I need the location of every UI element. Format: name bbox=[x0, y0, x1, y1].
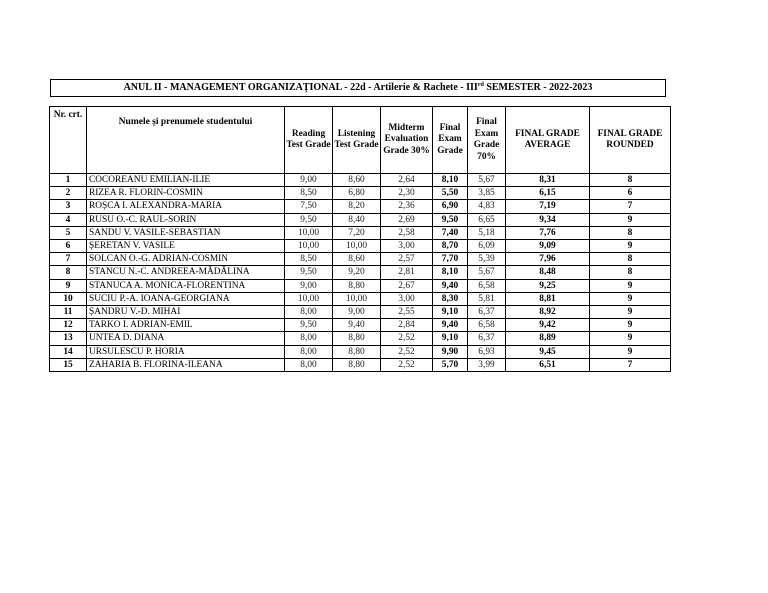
cell-final-exam-70: 6,58 bbox=[468, 319, 506, 332]
table-row bbox=[50, 292, 671, 305]
cell-final-rounded: 7 bbox=[590, 200, 671, 213]
cell-listening: 9,00 bbox=[333, 306, 381, 319]
cell-name: ZAHARIA B. FLORINA-ILEANA bbox=[87, 358, 285, 371]
cell-nr: 11 bbox=[50, 306, 87, 319]
cell-reading: 8,00 bbox=[285, 345, 333, 358]
cell-nr: 2 bbox=[50, 187, 87, 200]
table-row bbox=[50, 213, 671, 226]
cell-name: STANUCA A. MONICA-FLORENTINA bbox=[87, 279, 285, 292]
cell-nr: 7 bbox=[50, 253, 87, 266]
cell-nr: 4 bbox=[50, 213, 87, 226]
cell-listening: 9,40 bbox=[333, 319, 381, 332]
cell-final-exam-70: 5,67 bbox=[468, 174, 506, 187]
cell-midterm: 2,30 bbox=[381, 187, 433, 200]
table-header bbox=[50, 107, 671, 174]
cell-reading: 8,00 bbox=[285, 332, 333, 345]
cell-final-average: 8,92 bbox=[506, 306, 590, 319]
header-final-exam-70: Final Exam Grade 70% bbox=[468, 107, 506, 174]
cell-final-exam: 8,10 bbox=[433, 266, 468, 279]
cell-final-average: 8,89 bbox=[506, 332, 590, 345]
cell-final-exam: 9,10 bbox=[433, 332, 468, 345]
cell-reading: 10,00 bbox=[285, 240, 333, 253]
cell-final-exam-70: 6,58 bbox=[468, 279, 506, 292]
cell-listening: 8,60 bbox=[333, 253, 381, 266]
cell-midterm: 2,55 bbox=[381, 306, 433, 319]
cell-final-exam: 5,50 bbox=[433, 187, 468, 200]
header-nr: Nr. crt. bbox=[50, 107, 87, 174]
cell-listening: 10,00 bbox=[333, 240, 381, 253]
cell-nr: 14 bbox=[50, 345, 87, 358]
header-final-average: FINAL GRADE AVERAGE bbox=[506, 107, 590, 174]
header-row bbox=[50, 107, 671, 174]
cell-final-average: 7,76 bbox=[506, 226, 590, 239]
table-row bbox=[50, 200, 671, 213]
cell-final-rounded: 9 bbox=[590, 345, 671, 358]
cell-final-exam-70: 6,09 bbox=[468, 240, 506, 253]
cell-listening: 8,40 bbox=[333, 213, 381, 226]
cell-listening: 7,20 bbox=[333, 226, 381, 239]
cell-final-rounded: 9 bbox=[590, 319, 671, 332]
cell-final-exam-70: 5,67 bbox=[468, 266, 506, 279]
table-row bbox=[50, 279, 671, 292]
cell-name: SANDU V. VASILE-SEBASTIAN bbox=[87, 226, 285, 239]
cell-listening: 8,60 bbox=[333, 174, 381, 187]
cell-midterm: 3,00 bbox=[381, 292, 433, 305]
cell-final-average: 7,96 bbox=[506, 253, 590, 266]
cell-reading: 8,50 bbox=[285, 187, 333, 200]
cell-final-rounded: 8 bbox=[590, 174, 671, 187]
cell-final-rounded: 9 bbox=[590, 240, 671, 253]
cell-nr: 15 bbox=[50, 358, 87, 371]
cell-name: ROȘCA I. ALEXANDRA-MARIA bbox=[87, 200, 285, 213]
cell-midterm: 2,58 bbox=[381, 226, 433, 239]
table-row bbox=[50, 319, 671, 332]
header-name: Numele și prenumele studentului bbox=[87, 107, 285, 174]
header-final-exam: Final Exam Grade bbox=[433, 107, 468, 174]
cell-final-exam: 9,90 bbox=[433, 345, 468, 358]
grades-table bbox=[49, 106, 671, 372]
cell-reading: 9,50 bbox=[285, 266, 333, 279]
cell-name: URSULESCU P. HORIA bbox=[87, 345, 285, 358]
cell-final-exam-70: 3,85 bbox=[468, 187, 506, 200]
title-main: ANUL II - MANAGEMENT ORGANIZAȚIONAL - 22d - Artilerie & Rachete - III bbox=[123, 82, 478, 93]
cell-listening: 10,00 bbox=[333, 292, 381, 305]
cell-listening: 6,80 bbox=[333, 187, 381, 200]
cell-final-exam-70: 6,93 bbox=[468, 345, 506, 358]
cell-name: SUCIU P.-A. IOANA-GEORGIANA bbox=[87, 292, 285, 305]
cell-final-exam: 5,70 bbox=[433, 358, 468, 371]
table-row bbox=[50, 345, 671, 358]
cell-reading: 9,00 bbox=[285, 174, 333, 187]
cell-final-exam: 7,70 bbox=[433, 253, 468, 266]
cell-final-rounded: 9 bbox=[590, 213, 671, 226]
cell-name: ȘERETAN V. VASILE bbox=[87, 240, 285, 253]
cell-final-average: 7,19 bbox=[506, 200, 590, 213]
header-final-rounded: FINAL GRADE ROUNDED bbox=[590, 107, 671, 174]
table-body bbox=[50, 174, 671, 372]
cell-midterm: 2,57 bbox=[381, 253, 433, 266]
cell-nr: 9 bbox=[50, 279, 87, 292]
table-row bbox=[50, 253, 671, 266]
table-row bbox=[50, 174, 671, 187]
cell-midterm: 2,36 bbox=[381, 200, 433, 213]
cell-reading: 8,00 bbox=[285, 358, 333, 371]
cell-nr: 8 bbox=[50, 266, 87, 279]
cell-midterm: 2,64 bbox=[381, 174, 433, 187]
table-row bbox=[50, 226, 671, 239]
cell-name: RIZEA R. FLORIN-COSMIN bbox=[87, 187, 285, 200]
cell-name: COCOREANU EMILIAN-ILIE bbox=[87, 174, 285, 187]
cell-midterm: 2,84 bbox=[381, 319, 433, 332]
cell-reading: 7,50 bbox=[285, 200, 333, 213]
cell-midterm: 2,52 bbox=[381, 345, 433, 358]
cell-reading: 9,00 bbox=[285, 279, 333, 292]
table-row bbox=[50, 332, 671, 345]
cell-final-exam-70: 6,37 bbox=[468, 306, 506, 319]
cell-nr: 12 bbox=[50, 319, 87, 332]
cell-final-exam-70: 5,81 bbox=[468, 292, 506, 305]
cell-nr: 3 bbox=[50, 200, 87, 213]
cell-midterm: 3,00 bbox=[381, 240, 433, 253]
document-title bbox=[50, 79, 666, 97]
cell-final-exam: 7,40 bbox=[433, 226, 468, 239]
cell-midterm: 2,52 bbox=[381, 332, 433, 345]
cell-final-exam: 9,40 bbox=[433, 319, 468, 332]
cell-final-exam: 8,30 bbox=[433, 292, 468, 305]
cell-final-rounded: 9 bbox=[590, 279, 671, 292]
cell-midterm: 2,67 bbox=[381, 279, 433, 292]
cell-reading: 10,00 bbox=[285, 292, 333, 305]
cell-midterm: 2,52 bbox=[381, 358, 433, 371]
cell-listening: 8,80 bbox=[333, 358, 381, 371]
cell-name: TARKO I. ADRIAN-EMIL bbox=[87, 319, 285, 332]
cell-final-average: 6,51 bbox=[506, 358, 590, 371]
cell-final-rounded: 9 bbox=[590, 332, 671, 345]
cell-final-exam: 8,10 bbox=[433, 174, 468, 187]
cell-name: STANCU N.-C. ANDREEA-MĂDĂLINA bbox=[87, 266, 285, 279]
title-superscript: rd bbox=[477, 82, 484, 88]
cell-nr: 5 bbox=[50, 226, 87, 239]
cell-reading: 8,50 bbox=[285, 253, 333, 266]
cell-final-average: 8,81 bbox=[506, 292, 590, 305]
table-row bbox=[50, 306, 671, 319]
cell-final-exam-70: 5,39 bbox=[468, 253, 506, 266]
cell-reading: 9,50 bbox=[285, 319, 333, 332]
cell-final-rounded: 8 bbox=[590, 253, 671, 266]
cell-reading: 8,00 bbox=[285, 306, 333, 319]
cell-final-exam: 9,10 bbox=[433, 306, 468, 319]
header-listening: Listening Test Grade bbox=[333, 107, 381, 174]
cell-final-rounded: 9 bbox=[590, 306, 671, 319]
cell-listening: 8,80 bbox=[333, 332, 381, 345]
cell-final-rounded: 9 bbox=[590, 292, 671, 305]
cell-nr: 10 bbox=[50, 292, 87, 305]
cell-final-exam: 8,70 bbox=[433, 240, 468, 253]
table-row bbox=[50, 240, 671, 253]
cell-final-average: 9,09 bbox=[506, 240, 590, 253]
table-row bbox=[50, 358, 671, 371]
header-midterm: Midterm Evaluation Grade 30% bbox=[381, 107, 433, 174]
cell-reading: 10,00 bbox=[285, 226, 333, 239]
cell-final-rounded: 6 bbox=[590, 187, 671, 200]
cell-nr: 6 bbox=[50, 240, 87, 253]
cell-nr: 13 bbox=[50, 332, 87, 345]
cell-name: UNTEA D. DIANA bbox=[87, 332, 285, 345]
cell-final-average: 9,34 bbox=[506, 213, 590, 226]
title-tail: SEMESTER - 2022-2023 bbox=[483, 82, 593, 93]
cell-final-exam: 6,90 bbox=[433, 200, 468, 213]
header-reading: Reading Test Grade bbox=[285, 107, 333, 174]
cell-name: ȘANDRU V.-D. MIHAI bbox=[87, 306, 285, 319]
cell-final-average: 9,42 bbox=[506, 319, 590, 332]
cell-final-rounded: 8 bbox=[590, 266, 671, 279]
cell-nr: 1 bbox=[50, 174, 87, 187]
cell-reading: 9,50 bbox=[285, 213, 333, 226]
cell-listening: 8,20 bbox=[333, 200, 381, 213]
cell-midterm: 2,81 bbox=[381, 266, 433, 279]
cell-listening: 8,80 bbox=[333, 279, 381, 292]
cell-midterm: 2,69 bbox=[381, 213, 433, 226]
cell-final-average: 9,45 bbox=[506, 345, 590, 358]
cell-final-exam-70: 6,37 bbox=[468, 332, 506, 345]
cell-listening: 9,20 bbox=[333, 266, 381, 279]
cell-final-average: 6,15 bbox=[506, 187, 590, 200]
table-row bbox=[50, 187, 671, 200]
cell-final-exam-70: 5,18 bbox=[468, 226, 506, 239]
cell-final-average: 8,48 bbox=[506, 266, 590, 279]
cell-final-rounded: 7 bbox=[590, 358, 671, 371]
cell-final-exam-70: 6,65 bbox=[468, 213, 506, 226]
cell-final-exam: 9,50 bbox=[433, 213, 468, 226]
cell-final-exam-70: 3,99 bbox=[468, 358, 506, 371]
cell-final-average: 8,31 bbox=[506, 174, 590, 187]
cell-listening: 8,80 bbox=[333, 345, 381, 358]
cell-final-exam: 9,40 bbox=[433, 279, 468, 292]
cell-name: SOLCAN O.-G. ADRIAN-COSMIN bbox=[87, 253, 285, 266]
cell-final-rounded: 8 bbox=[590, 226, 671, 239]
cell-name: RUSU O.-C. RAUL-SORIN bbox=[87, 213, 285, 226]
cell-final-average: 9,25 bbox=[506, 279, 590, 292]
cell-final-exam-70: 4,83 bbox=[468, 200, 506, 213]
table-row bbox=[50, 266, 671, 279]
